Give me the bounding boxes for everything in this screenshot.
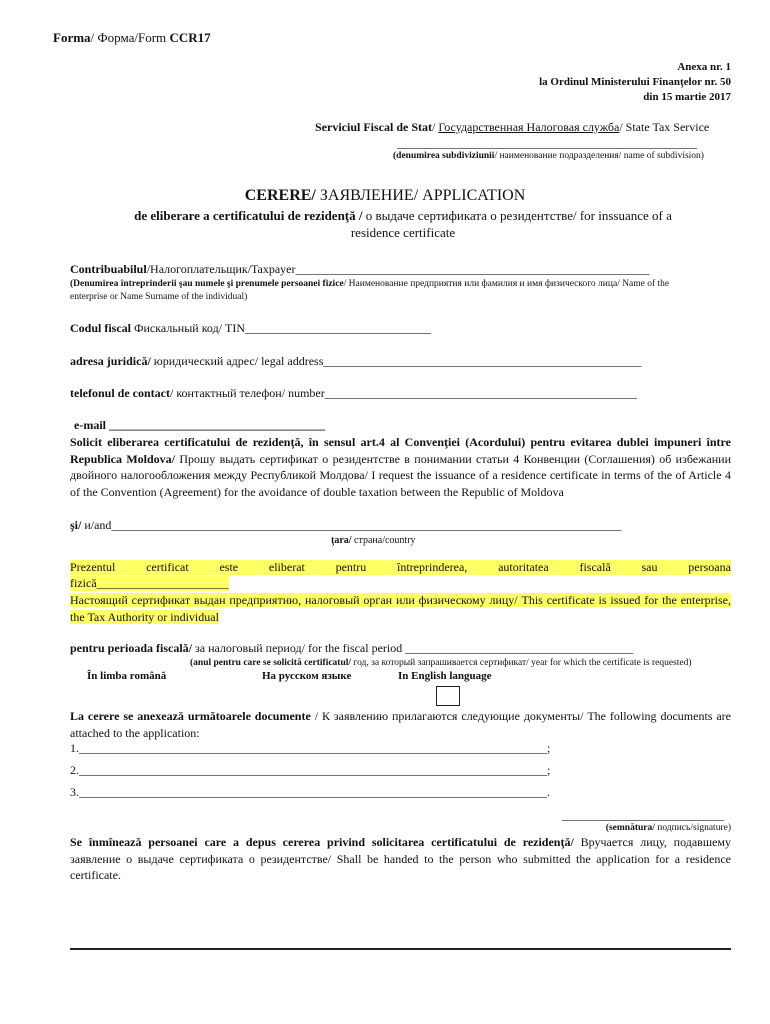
- subtitle-ro: de eliberare a certificatului de rezidenţă /: [134, 208, 363, 223]
- signature-label-ro: (semnătura/: [605, 823, 655, 833]
- document-item-3[interactable]: 3.______________________________________________________________________________.: [70, 785, 550, 799]
- fiscal-period-note-ro: (anul pentru care se solicită certificatul/: [190, 658, 352, 668]
- country-label-ro: ţara/: [331, 535, 352, 546]
- phone-field[interactable]: [70, 386, 637, 401]
- issued-word: pentru: [335, 560, 367, 574]
- and-rest: и/and_____________________________________________________________________________________: [81, 518, 622, 532]
- tax-service-en: / State Tax Service: [619, 120, 710, 134]
- signature-line[interactable]: ___________________________: [562, 808, 724, 822]
- language-option-ru[interactable]: На русском языке: [262, 670, 352, 682]
- phone-label-ro: telefonul de contact: [70, 386, 170, 400]
- documents-intro-ro: La cerere se anexează următoarele documente: [70, 709, 311, 723]
- documents-intro: [70, 708, 731, 741]
- document-item-1[interactable]: 1.______________________________________________________________________________;: [70, 741, 551, 755]
- tax-service-ro: Serviciul Fiscal de Stat: [315, 120, 432, 134]
- taxpayer-label-rest: /Налогоплательщик/Taxpayer___________________________________________________________: [146, 262, 650, 276]
- fiscal-period-note: [190, 658, 692, 668]
- taxpayer-field[interactable]: [70, 262, 650, 277]
- issued-word: este: [219, 560, 239, 574]
- annex-line-2: la Ordinul Ministerului Finanţelor nr. 50: [539, 76, 731, 88]
- taxpayer-note: [70, 279, 720, 289]
- fiscal-period-note-rest: год, за который запрашивается сертификат/ year for which the certificate is requested): [351, 658, 692, 668]
- document-subtitle-line2: residence certificate: [350, 225, 456, 240]
- phone-label-rest: / контактный телефон/ number____________________________________________________: [169, 386, 637, 400]
- signature-label-rest: подпись/signature): [654, 823, 731, 833]
- fiscal-period-rest: за налоговый период/ for the fiscal period ______________________________________: [192, 641, 634, 655]
- form-code: [53, 30, 211, 46]
- tin-field[interactable]: [70, 321, 431, 336]
- and-ro: şi/: [70, 518, 82, 532]
- country-field[interactable]: [70, 518, 621, 533]
- address-label-rest: юридический адрес/ legal address_____________________________________________________: [150, 354, 642, 368]
- request-paragraph: [70, 434, 731, 500]
- tax-service-sep: /: [432, 120, 439, 134]
- issued-word: autoritatea: [498, 560, 549, 574]
- issued-word: certificat: [146, 560, 189, 574]
- subdivision-note-rest: / наименование подразделения/ name of subdivision): [494, 151, 704, 161]
- issued-word: persoana: [688, 560, 731, 574]
- document-item-2[interactable]: 2.______________________________________________________________________________;: [70, 763, 551, 777]
- fiscal-period-ro: pentru perioada fiscală/: [70, 641, 192, 655]
- title-cerere: CERERE/: [244, 187, 316, 204]
- footer-divider: [70, 948, 731, 950]
- tax-service-line: [315, 120, 709, 135]
- subtitle-rest: о выдаче сертификата о резидентстве/ for inssuance of a: [362, 208, 672, 223]
- form-label-rest: / Форма/Form: [90, 30, 170, 45]
- annex-line-1: Anexa nr. 1: [677, 61, 731, 73]
- tax-service-ru: Государственная Налоговая служба: [438, 120, 620, 134]
- title-rest: ЗАЯВЛЕНИЕ/ APPLICATION: [315, 187, 526, 204]
- issued-for-line1: [70, 560, 731, 575]
- issued-word: fiscală: [579, 560, 611, 574]
- tin-label-ro: Codul fiscal: [70, 321, 132, 335]
- issued-for-ru-en-text: Настоящий сертификат выдан предприятию, налоговый орган или физическому лицу/ This certificate is issued for the enterprise, the Tax Authority or individual: [70, 593, 731, 624]
- taxpayer-note-ro: (Denumirea întreprinderii şau numele şi prenumele persoanei fizice: [70, 279, 344, 289]
- taxpayer-note-line2: enterprise or Name Surname of the individual): [70, 292, 248, 302]
- issued-word: Prezentul: [70, 560, 116, 574]
- email-field[interactable]: e-mail ____________________________________: [74, 418, 325, 432]
- address-field[interactable]: [70, 354, 641, 369]
- subdivision-note: [393, 151, 704, 161]
- taxpayer-note-rest: / Наименование предприятия или фамилия и имя физического лица/ Name of the: [343, 279, 670, 289]
- handover-rest: Вручается лицу, подавшему заявление о выдаче сертификата о резидентстве/ Shall be handed to the person who submitted the application for a residence certificate.: [70, 835, 731, 882]
- language-option-ro[interactable]: În limba română: [87, 670, 167, 682]
- address-label-ro: adresa juridică/: [70, 354, 151, 368]
- request-rest: Прошу выдать сертификат о резидентстве в понимании статьи 4 Конвенции (Соглашения) об избежании двойного налогообложения между Республикой Молдова/ I request the issuance of a residence certificate in terms of the of Article 4 of the Convention (Agreement) for the avoidance of double taxation between the Republic of Moldova: [70, 451, 731, 499]
- language-option-en[interactable]: In English language: [398, 670, 492, 682]
- taxpayer-label-ro: Contribuabilul: [70, 262, 147, 276]
- request-ro: Solicit eliberarea certificatului de rezidenţă, în sensul art.4 al Convenţiei (Acordului) pentru evitarea dublei impuneri între Republica Moldova/: [70, 435, 731, 466]
- documents-intro-rest: / К заявлению прилагаются следующие документы/ The following documents are attached to the application:: [70, 709, 732, 740]
- signature-label: [606, 823, 731, 833]
- issued-for-line2[interactable]: fizică______________________: [70, 576, 229, 590]
- form-number: CCR17: [169, 30, 211, 45]
- fiscal-period-field[interactable]: [70, 641, 633, 656]
- issued-word: întreprinderea,: [397, 560, 468, 574]
- country-label: [331, 535, 416, 546]
- document-subtitle: [0, 208, 770, 224]
- tin-label-rest: Фискальный код/ TIN_______________________________: [131, 321, 431, 335]
- subdivision-blank: __________________________________________________: [397, 136, 697, 150]
- form-label: Forma: [53, 30, 91, 45]
- handover-paragraph: [70, 834, 731, 884]
- handover-ro: Se înmînează persoanei care a depus cererea privind solicitarea certificatului de rezidenţă/: [70, 835, 574, 849]
- document-title: [0, 187, 770, 205]
- issued-word: eliberat: [268, 560, 305, 574]
- country-label-rest: страна/country: [351, 535, 416, 546]
- subdivision-note-ro: (denumirea subdiviziunii: [393, 151, 495, 161]
- language-checkbox[interactable]: [436, 686, 460, 706]
- annex-line-3: din 15 martie 2017: [643, 91, 731, 103]
- issued-for-ru-en: [70, 592, 731, 625]
- issued-word: sau: [641, 560, 658, 574]
